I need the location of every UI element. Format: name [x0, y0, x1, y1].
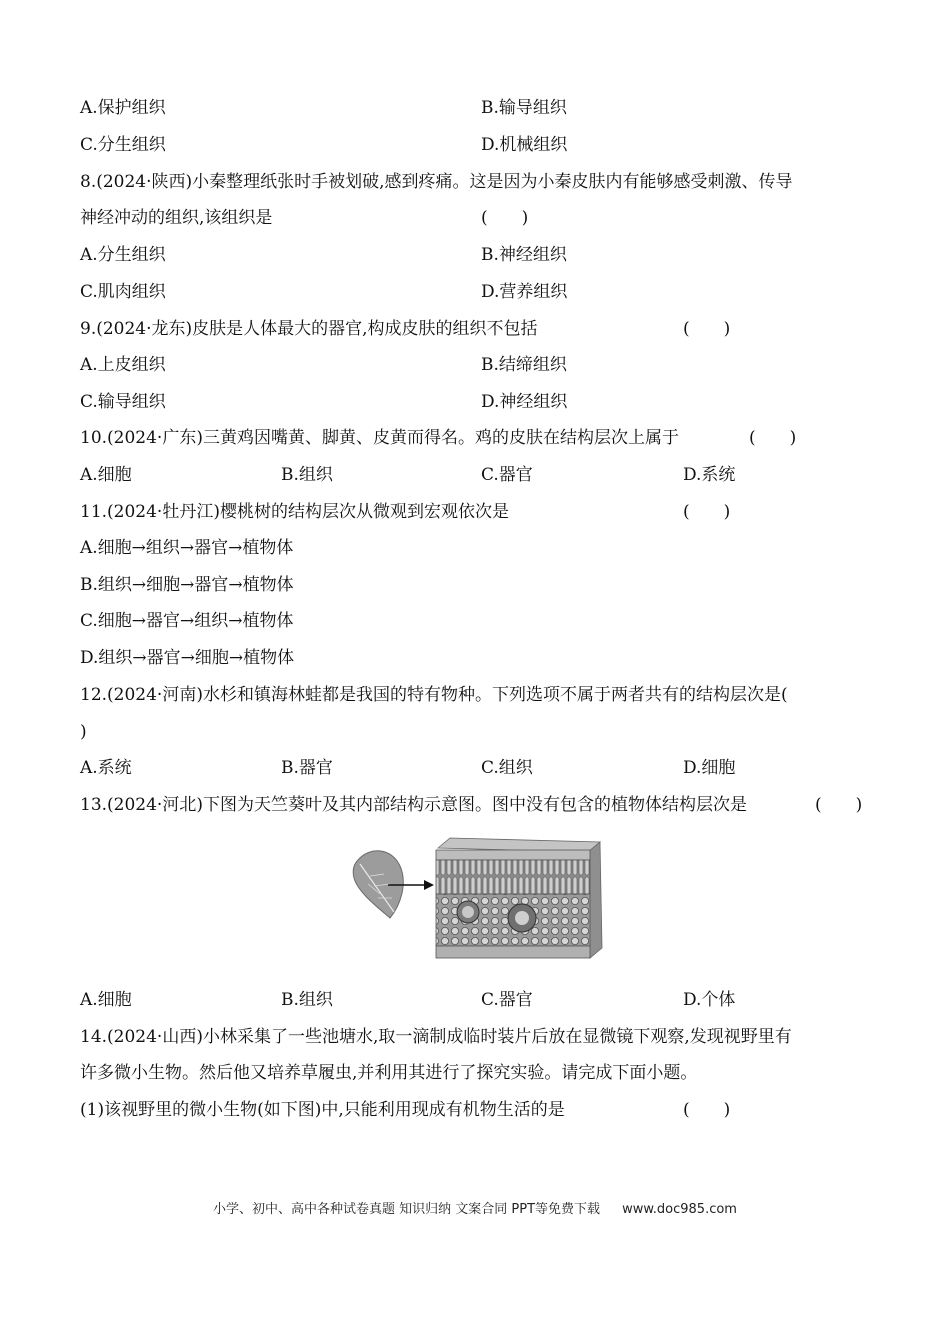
q12-option-b: B.器官 — [281, 758, 333, 778]
q10-option-d: D.系统 — [683, 465, 736, 485]
q7-option-d: D.机械组织 — [481, 135, 568, 155]
q8-option-d: D.营养组织 — [481, 282, 568, 302]
q14-stem-line1: 14.(2024·山西)小林采集了一些池塘水,取一滴制成临时装片后放在显微镜下观察,发现视野里有 — [80, 1027, 792, 1047]
q14-stem-line2: 许多微小生物。然后他又培养草履虫,并利用其进行了探究实验。请完成下面小题。 — [80, 1063, 698, 1083]
q14-subquestion-1: (1)该视野里的微小生物(如下图)中,只能利用现成有机物生活的是 — [80, 1100, 565, 1120]
q13-option-a: A.细胞 — [80, 990, 132, 1010]
q11-option-d: D.组织→器官→细胞→植物体 — [80, 648, 295, 668]
q7-option-a: A.保护组织 — [80, 98, 166, 118]
q14-answer-blank: ( ) — [683, 1100, 731, 1120]
q13-stem: 13.(2024·河北)下图为天竺葵叶及其内部结构示意图。图中没有包含的植物体结构层次是 — [80, 795, 747, 815]
q12-option-c: C.组织 — [481, 758, 533, 778]
q9-option-c: C.输导组织 — [80, 392, 166, 412]
q10-option-a: A.细胞 — [80, 465, 132, 485]
q11-stem: 11.(2024·牡丹江)樱桃树的结构层次从微观到宏观依次是 — [80, 502, 509, 522]
q11-option-a: A.细胞→组织→器官→植物体 — [80, 538, 294, 558]
q12-stem-line1: 12.(2024·河南)水杉和镇海林蛙都是我国的特有物种。下列选项不属于两者共有的结构层次是( — [80, 685, 788, 705]
q12-option-a: A.系统 — [80, 758, 132, 778]
q9-option-d: D.神经组织 — [481, 392, 568, 412]
q7-option-b: B.输导组织 — [481, 98, 567, 118]
footer-text: 小学、初中、高中各种试卷真题 知识归纳 文案合同 PPT等免费下载 — [213, 1202, 601, 1217]
q8-option-b: B.神经组织 — [481, 245, 567, 265]
q10-option-b: B.组织 — [281, 465, 333, 485]
q9-answer-blank: ( ) — [683, 319, 731, 339]
q13-answer-blank: ( ) — [815, 795, 863, 815]
q8-stem-line1: 8.(2024·陕西)小秦整理纸张时手被划破,感到疼痛。这是因为小秦皮肤内有能够感受刺激、传导 — [80, 172, 793, 192]
q12-stem-line2: ) — [80, 722, 87, 742]
q11-answer-blank: ( ) — [683, 502, 731, 522]
q8-stem-line2: 神经冲动的组织,该组织是 — [80, 208, 273, 228]
q9-stem: 9.(2024·龙东)皮肤是人体最大的器官,构成皮肤的组织不包括 — [80, 319, 538, 339]
q11-option-c: C.细胞→器官→组织→植物体 — [80, 611, 294, 631]
page-footer — [0, 1198, 950, 1217]
q13-option-c: C.器官 — [481, 990, 533, 1010]
leaf-cross-section — [436, 838, 602, 958]
leaf-structure-figure — [350, 836, 605, 962]
q12-option-d: D.细胞 — [683, 758, 736, 778]
q7-option-c: C.分生组织 — [80, 135, 166, 155]
q13-option-d: D.个体 — [683, 990, 736, 1010]
q10-answer-blank: ( ) — [749, 428, 797, 448]
q8-answer-blank: ( ) — [481, 208, 529, 228]
q10-option-c: C.器官 — [481, 465, 533, 485]
q13-option-b: B.组织 — [281, 990, 333, 1010]
q8-option-a: A.分生组织 — [80, 245, 166, 265]
q8-option-c: C.肌肉组织 — [80, 282, 166, 302]
q9-option-b: B.结缔组织 — [481, 355, 567, 375]
q10-stem: 10.(2024·广东)三黄鸡因嘴黄、脚黄、皮黄而得名。鸡的皮肤在结构层次上属于 — [80, 428, 679, 448]
footer-url-link[interactable]: www.doc985.com — [622, 1202, 737, 1217]
q9-option-a: A.上皮组织 — [80, 355, 166, 375]
q11-option-b: B.组织→细胞→器官→植物体 — [80, 575, 294, 595]
